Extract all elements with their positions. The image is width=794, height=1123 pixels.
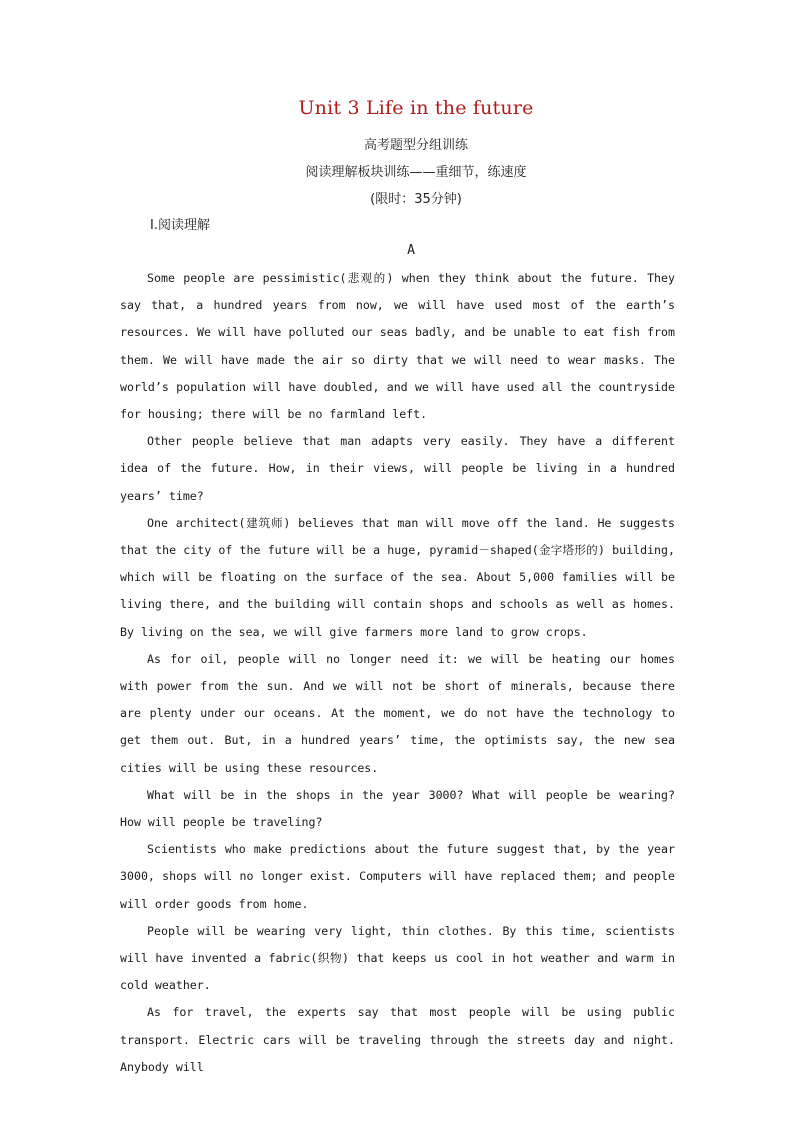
paragraph: Some people are pessimistic(悲观的) when they think about the future. They say that, a hundred years from now, we will have used most of the earth’s resources. We will have polluted our seas badly, and be unable to eat fish from them. We will have made the air so dirty that we will need to wear masks. The world’s population will have doubled, and we will have used all the countryside for housing; there will be no farmland left.	[120, 271, 675, 422]
time-limit: (限时：35分钟)	[370, 192, 462, 207]
paragraph: Other people believe that man adapts very easily. They have a different idea of the future. How, in their views, will people be living in a hundred years’ time?	[120, 434, 675, 503]
paragraph: As for oil, people will no longer need it: we will be heating our homes with power from the sun. And we will not be short of minerals, because there are plenty under our oceans. At the moment, we do not have the technology to get them out. But, in a hundred years’ time, the optimists say, the new sea cities will be using these resources.	[120, 651, 675, 775]
page-title: Unit 3 Life in the future	[298, 97, 534, 119]
section-heading: Ⅰ.阅读理解	[150, 218, 210, 233]
exercise-type-heading: 高考题型分组训练	[363, 138, 468, 153]
paragraph: What will be in the shops in the year 3000? What will people be wearing? How will people be traveling?	[120, 787, 675, 830]
training-focus-heading: 阅读理解板块训练——重细节，练速度	[305, 165, 527, 180]
paragraph: Scientists who make predictions about the future suggest that, by the year 3000, shops will no longer exist. Computers will have replaced them; and people will order goods from home.	[120, 842, 675, 911]
passage-body	[120, 265, 675, 1081]
paragraph: As for travel, the experts say that most people will be using public transport. Electric cars will be traveling through the streets day and night. Anybody will	[120, 1005, 675, 1074]
paragraph: One architect(建筑师) believes that man will move off the land. He suggests that the city of the future will be a huge, pyramid－shaped(金字塔形的) building, which will be floating on the surface of the sea. About 5,000 families will be living there, and the building will contain shops and schools as well as homes. By living on the sea, we will give farmers more land to grow crops.	[120, 515, 675, 639]
paragraph: People will be wearing very light, thin clothes. By this time, scientists will have invented a fabric(织物) that keeps us cool in hot weather and warm in cold weather.	[120, 923, 675, 993]
passage-label: A	[407, 243, 415, 258]
